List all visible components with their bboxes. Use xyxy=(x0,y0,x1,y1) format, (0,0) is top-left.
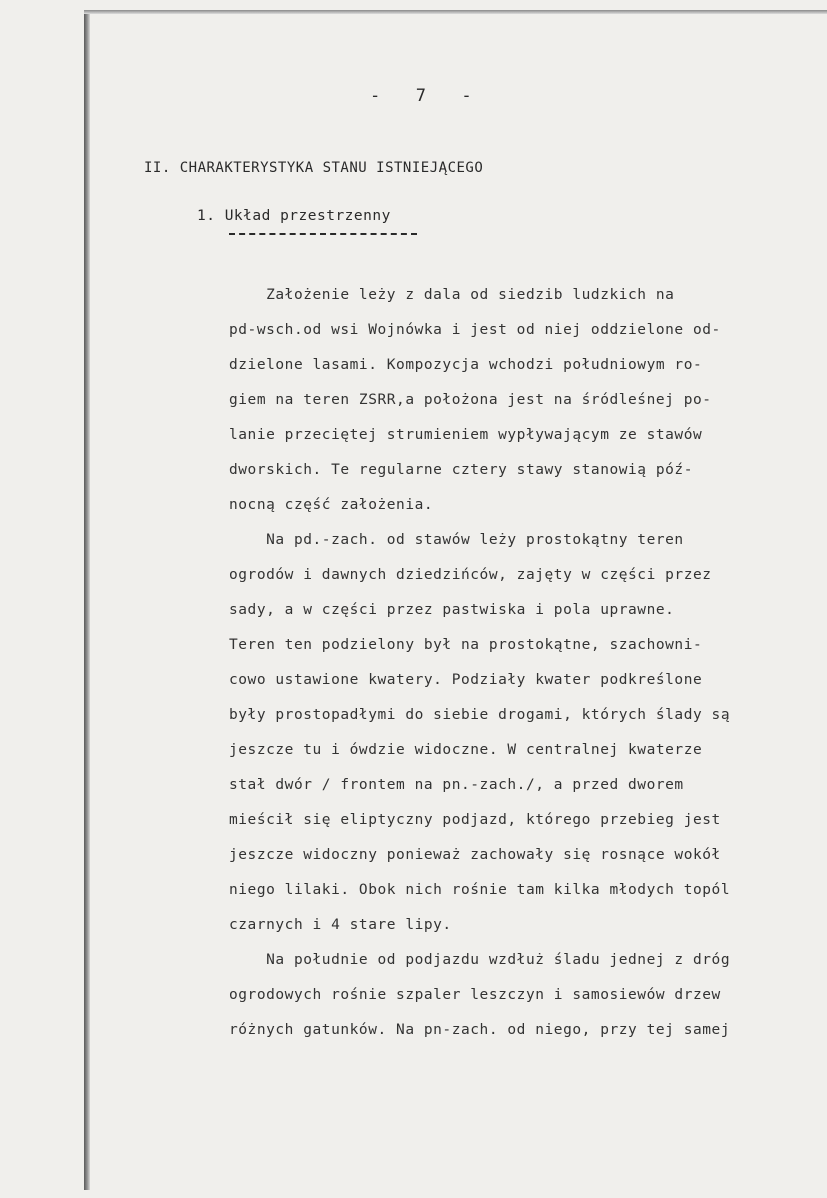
body-text-line: mieścił się eliptyczny podjazd, którego przebieg jest xyxy=(229,812,721,828)
body-text-line: niego lilaki. Obok nich rośnie tam kilka młodych topól xyxy=(229,882,731,898)
body-text-line: Założenie leży z dala od siedzib ludzkich na xyxy=(229,287,675,303)
body-text-line: Na pd.-zach. od stawów leży prostokątny teren xyxy=(229,532,684,548)
body-text-line: różnych gatunków. Na pn-zach. od niego, przy tej samej xyxy=(229,1022,731,1038)
body-text-line: nocną część założenia. xyxy=(229,497,434,513)
chapter-heading: II. CHARAKTERYSTYKA STANU ISTNIEJĄCEGO xyxy=(144,160,484,176)
body-text-line: giem na teren ZSRR,a położona jest na śródleśnej po- xyxy=(229,392,712,408)
page-number: - 7 - xyxy=(370,86,477,106)
body-text-line: ogrodów i dawnych dziedzińców, zajęty w części przez xyxy=(229,567,712,583)
body-text-line: dworskich. Te regularne cztery stawy stanowią póź- xyxy=(229,462,693,478)
body-text-line: sady, a w części przez pastwiska i pola uprawne. xyxy=(229,602,675,618)
body-text-line: były prostopadłymi do siebie drogami, których ślady są xyxy=(229,707,731,723)
body-text-line: Teren ten podzielony był na prostokątne, szachowni- xyxy=(229,637,703,653)
page-top-edge xyxy=(84,10,827,14)
body-text-line: dzielone lasami. Kompozycja wchodzi południowym ro- xyxy=(229,357,703,373)
body-text-line: pd-wsch.od wsi Wojnówka i jest od niej oddzielone od- xyxy=(229,322,721,338)
body-text-line: jeszcze widoczny ponieważ zachowały się rosnące wokół xyxy=(229,847,721,863)
section-heading-underline xyxy=(229,233,417,235)
body-text-line: jeszcze tu i ówdzie widoczne. W centralnej kwaterze xyxy=(229,742,703,758)
body-text-line: ogrodowych rośnie szpaler leszczyn i samosiewów drzew xyxy=(229,987,721,1003)
body-text-line: czarnych i 4 stare lipy. xyxy=(229,917,452,933)
body-text-line: cowo ustawione kwatery. Podziały kwater podkreślone xyxy=(229,672,703,688)
page-left-edge xyxy=(84,10,90,1190)
body-text-line: Na południe od podjazdu wzdłuż śladu jednej z dróg xyxy=(229,952,731,968)
body-text-line: stał dwór / frontem na pn.-zach./, a przed dworem xyxy=(229,777,684,793)
section-heading: 1. Układ przestrzenny xyxy=(197,208,391,224)
body-text-line: lanie przeciętej strumieniem wypływającym ze stawów xyxy=(229,427,703,443)
